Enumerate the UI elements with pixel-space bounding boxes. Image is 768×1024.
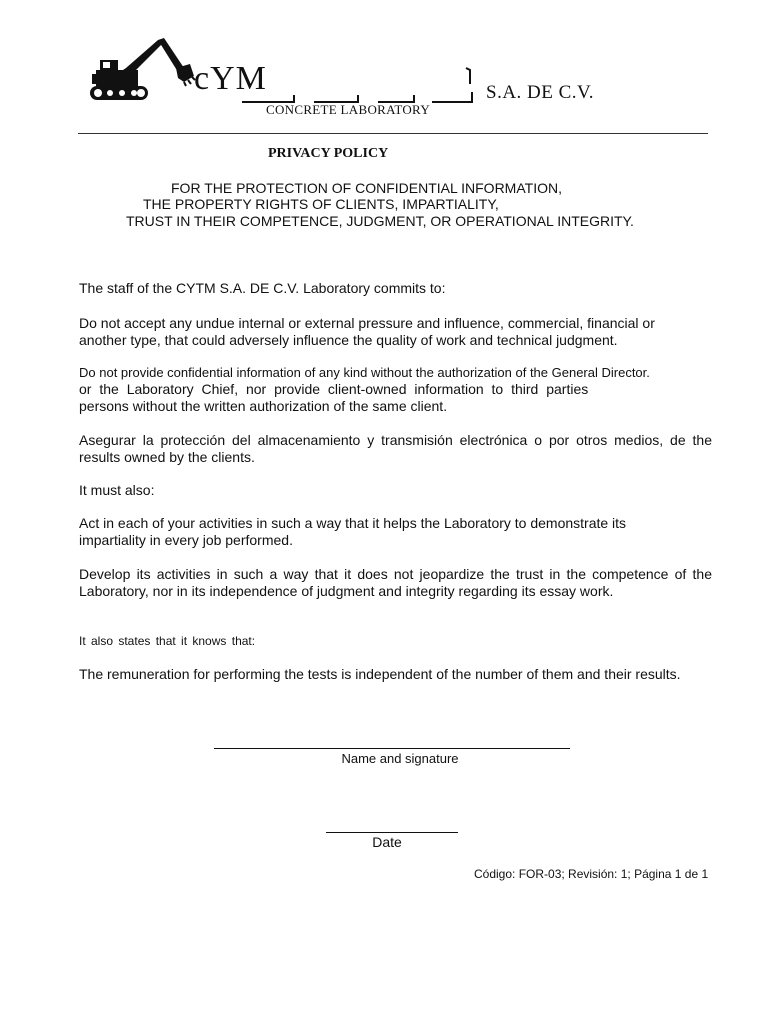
paragraph-pressure: Do not accept any undue internal or external pressure and influence, commercial, financial or another type, that could adversely influence the quality of work and technical judgment. [79,315,655,348]
also-states-heading: It also states that it knows that: [79,634,256,648]
date-line [326,832,458,833]
document-title: PRIVACY POLICY [268,146,389,161]
paragraph-confidential-line-1: Do not provide confidential information of any kind without the authorization of the General Director. [79,365,650,380]
header-divider [78,133,708,134]
subtitle-line-3: TRUST IN THEIR COMPETENCE, JUDGMENT, OR OPERATIONAL INTEGRITY. [126,213,634,229]
paragraph-confidential-line-3: persons without the written authorization of the same client. [79,398,448,414]
paragraph-storage: Asegurar la protección del almacenamiento y transmisión electrónica o por otros medios, de the results owned by the clients. [79,432,712,465]
lab-name: CONCRETE LABORATORY [266,102,431,117]
signature-line [214,748,570,749]
subtitle-line-1: FOR THE PROTECTION OF CONFIDENTIAL INFORMATION, [171,180,562,196]
intro-paragraph: The staff of the CYTM S.A. DE C.V. Laboratory commits to: [79,280,446,296]
excavator-logo-icon [86,34,206,110]
paragraph-impartiality: Act in each of your activities in such a way that it helps the Laboratory to demonstrate its impartiality in every job performed. [79,515,627,548]
paragraph-confidential-line-2: or the Laboratory Chief, nor provide client-owned information to third parties [79,381,589,397]
date-label: Date [372,834,402,850]
logo-text: cYM [194,60,267,97]
logo-decoration [238,62,478,106]
subtitle-line-2: THE PROPERTY RIGHTS OF CLIENTS, IMPARTIALITY, [143,196,499,212]
must-also-heading: It must also: [79,482,155,498]
paragraph-competence: Develop its activities in such a way that it does not jeopardize the trust in the competence of the Laboratory, nor in its independence of judgment and integrity regarding its essay work. [79,566,712,599]
footer-code: Código: FOR-03; Revisión: 1; Página 1 de 1 [474,867,709,881]
name-signature-label: Name and signature [341,751,459,766]
company-suffix: S.A. DE C.V. [486,82,595,103]
paragraph-remuneration: The remuneration for performing the tests is independent of the number of them and their results. [79,666,681,682]
